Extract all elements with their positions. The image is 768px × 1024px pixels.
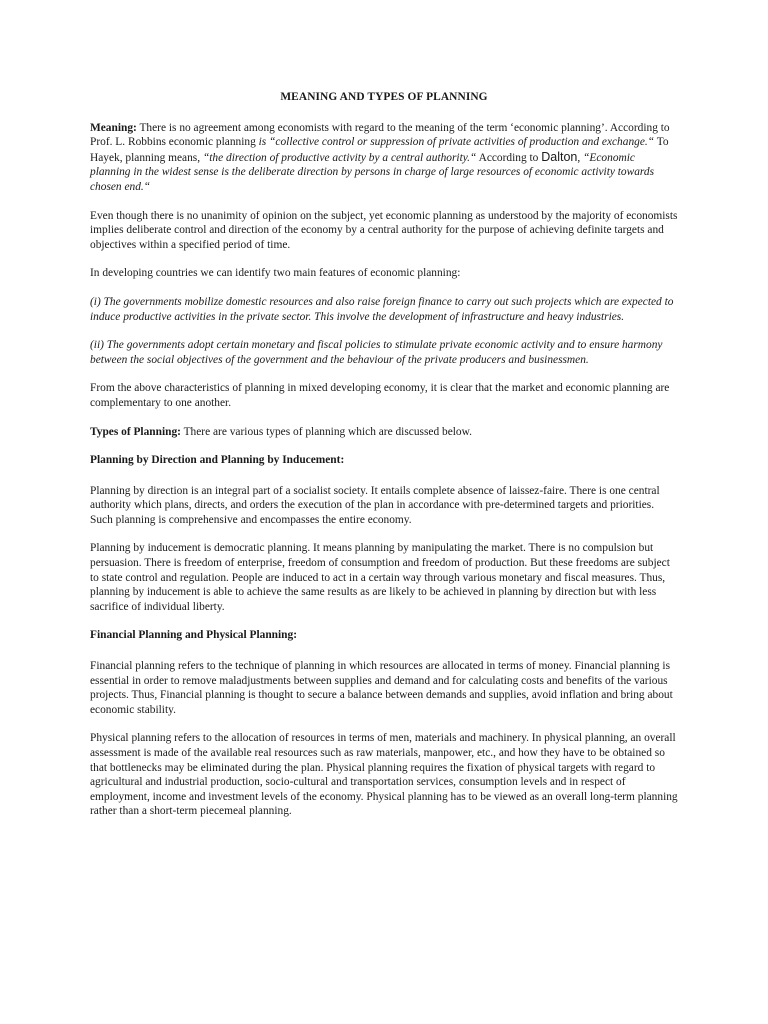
financial-physical-heading: Financial Planning and Physical Planning: bbox=[90, 629, 297, 642]
unanimity-paragraph: Even though there is no unanimity of opinion on the subject, yet economic planning as understood by the majority of economists implies deliberate control and direction of the economy by a central authority for the purpose of achieving definite targets and objectives within a specified period of time. bbox=[90, 209, 678, 251]
meaning-text-2: To Hayek, planning means, bbox=[90, 136, 669, 164]
feature-2-paragraph: (ii) The governments adopt certain monetary and fiscal policies to stimulate private economic activity and to ensure harmony between the social objectives of the government and the behaviour of the private producers and businessmen. bbox=[90, 339, 663, 366]
document-page bbox=[90, 90, 678, 833]
physical-paragraph: Physical planning refers to the allocation of resources in terms of men, materials and machinery. In physical planning, an overall assessment is made of the available real resources such as raw materials, manpower, etc., and how they have to be obtained so that bottlenecks may be eliminated during the plan. Physical planning requires the fixation of physical targets with regard to agricultural and industrial production, socio-cultural and transportation services, consumption levels and in respect of employment, income and investment levels of the economy. Physical planning has to be viewed as an overall long-term planning rather than a short-term piecemeal planning. bbox=[90, 732, 678, 818]
direction-inducement-heading: Planning by Direction and Planning by Inducement: bbox=[90, 454, 345, 467]
document-title: MEANING AND TYPES OF PLANNING bbox=[280, 91, 488, 103]
types-text: There are various types of planning which are discussed below. bbox=[180, 425, 472, 438]
inducement-paragraph: Planning by inducement is democratic planning. It means planning by manipulating the market. There is no compulsion but persuasion. There is freedom of enterprise, freedom of consumption and freedom of production. But these freedoms are subject to state control and regulation. People are induced to act in a certain way through various monetary and fiscal measures. Thus, planning by inducement is able to achieve the same results as are likely to be achieved in planning by direction but with less sacrifice of individual liberty. bbox=[90, 542, 670, 613]
types-label: Types of Planning: bbox=[90, 425, 181, 438]
meaning-paragraph bbox=[90, 121, 678, 195]
robbins-quote: is “collective control or suppression of private activities of production and exchange.“ bbox=[258, 136, 655, 149]
dalton-name: Dalton bbox=[541, 149, 578, 164]
types-paragraph bbox=[90, 425, 678, 440]
hayek-quote: “the direction of productive activity by a central authority.“ bbox=[202, 151, 477, 164]
meaning-text-4: , bbox=[577, 151, 584, 164]
direction-paragraph: Planning by direction is an integral part of a socialist society. It entails complete absence of laissez-faire. There is one central authority which plans, directs, and orders the execution of the plan in accordance with pre-determined targets and priorities. Such planning is comprehensive and encompasses the entire economy. bbox=[90, 484, 660, 526]
meaning-text-3: According to bbox=[476, 151, 542, 164]
meaning-text-1: There is no agreement among economists with regard to the meaning of the term ‘economic planning’. According to Prof. L. Robbins economic planning bbox=[90, 121, 670, 149]
complementary-paragraph: From the above characteristics of planning in mixed developing economy, it is clear that the market and economic planning are complementary to one another. bbox=[90, 382, 670, 409]
financial-paragraph: Financial planning refers to the technique of planning in which resources are allocated in terms of money. Financial planning is essential in order to remove maladjustments between supplies and demand and for calculating costs and benefits of the various projects. Thus, Financial planning is thought to secure a balance between demands and supplies, avoid inflation and bring about economic stability. bbox=[90, 660, 673, 716]
meaning-label: Meaning: bbox=[90, 121, 137, 134]
developing-countries-paragraph: In developing countries we can identify two main features of economic planning: bbox=[90, 267, 461, 280]
feature-1-paragraph: (i) The governments mobilize domestic resources and also raise foreign finance to carry out such projects which are expected to induce productive activities in the private sector. This involve the development of infrastructure and heavy industries. bbox=[90, 295, 674, 323]
dalton-quote: “Economic planning in the widest sense is the deliberate direction by persons in charge of large resources of economic activity towards chosen end.“ bbox=[90, 151, 655, 193]
